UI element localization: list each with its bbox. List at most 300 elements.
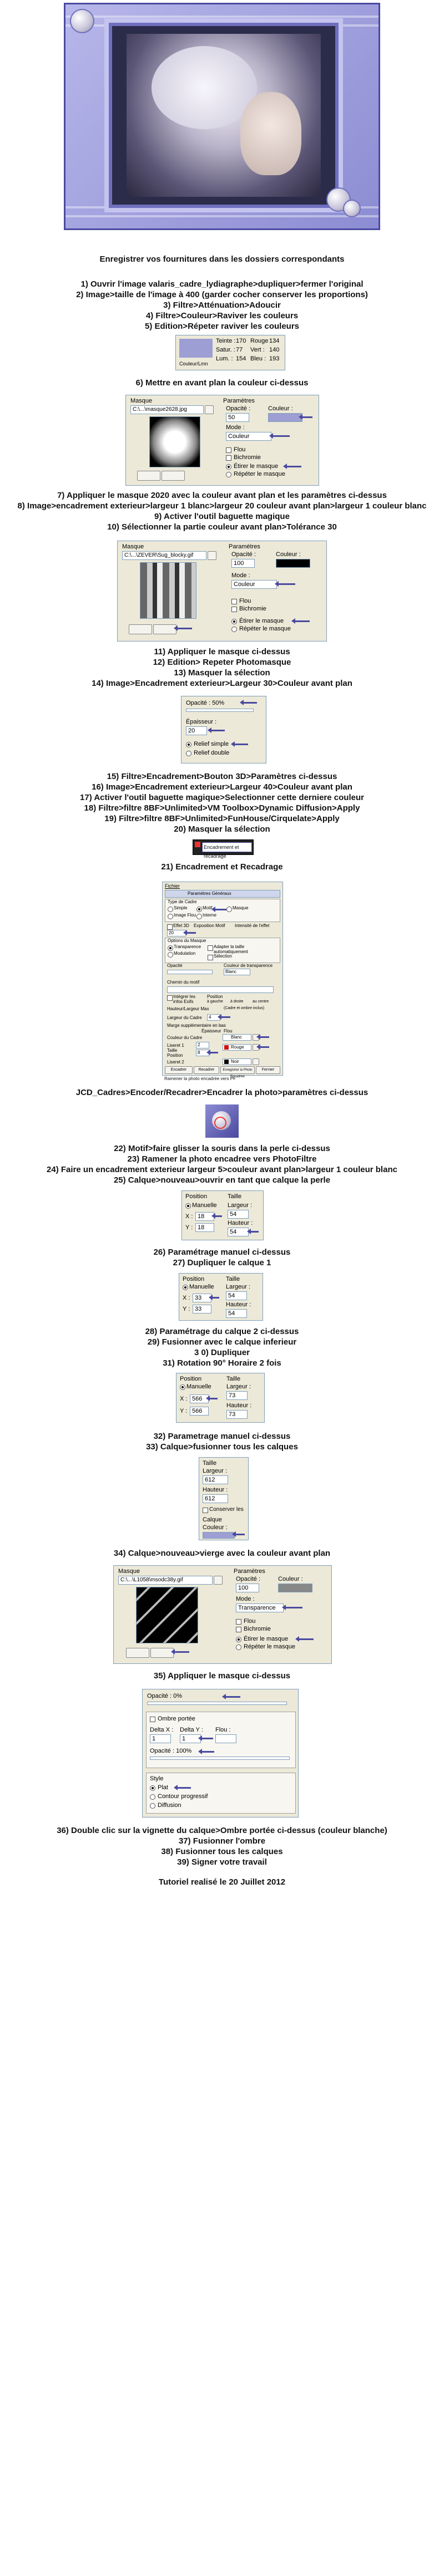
step-line: 23) Ramener la photo encadree vers PhotoFiltre bbox=[127, 1154, 317, 1164]
step-line: 31) Rotation 90° Horaire 2 fois bbox=[163, 1358, 281, 1368]
mode-select[interactable] bbox=[231, 580, 277, 589]
position-label: Position bbox=[207, 994, 223, 999]
couleur-swatch[interactable] bbox=[276, 559, 310, 568]
mask-file-field[interactable] bbox=[122, 551, 206, 560]
opacite-slider[interactable] bbox=[167, 970, 213, 974]
step-6: 6) Mettre en avant plan la couleur ci-dessus bbox=[135, 378, 309, 388]
steps-block-2 bbox=[0, 490, 444, 532]
simple-label: Simple bbox=[174, 905, 188, 910]
hauteur-input[interactable] bbox=[226, 1410, 248, 1419]
largeur-label: Largeur : bbox=[203, 1468, 228, 1474]
motif-radio[interactable] bbox=[196, 907, 202, 912]
mask-file-field[interactable] bbox=[118, 1576, 213, 1585]
largeur-value: 612 bbox=[205, 1477, 215, 1483]
adapter-checkbox[interactable] bbox=[208, 945, 213, 951]
rouge-value: 134 bbox=[269, 338, 280, 344]
hauteur-label: Hauteur : bbox=[228, 1220, 253, 1226]
recadrer-button[interactable]: Recadrer bbox=[194, 1066, 219, 1074]
position-panel-1 bbox=[181, 1190, 264, 1240]
x-label: X : bbox=[185, 1213, 193, 1220]
ombre-group bbox=[146, 1712, 296, 1768]
repeter-radio[interactable] bbox=[231, 627, 237, 632]
selection-checkbox[interactable] bbox=[208, 955, 213, 960]
y-value: 18 bbox=[198, 1224, 205, 1231]
step-line: 2) Image>taille de l'image à 400 (garder cocher conserver les proportions) bbox=[76, 290, 368, 299]
folder-icon[interactable] bbox=[208, 551, 216, 560]
bichromie-checkbox[interactable] bbox=[231, 607, 237, 612]
portrait-hair bbox=[152, 46, 257, 129]
shadow-panel bbox=[142, 1689, 299, 1818]
step-34: 34) Calque>nouveau>vierge avec la couleur avant plan bbox=[113, 1549, 331, 1558]
delta-x-label: Delta X : bbox=[150, 1727, 174, 1733]
step-line: 27) Dupliquer le calque 1 bbox=[173, 1258, 271, 1267]
arrow-icon bbox=[178, 628, 192, 629]
hauteur-input[interactable] bbox=[228, 1228, 249, 1236]
couleur-cadre-select[interactable] bbox=[223, 1034, 251, 1041]
mask-file-value: C:\...\L1058\msodc38y.gif bbox=[120, 1577, 183, 1583]
plat-radio[interactable] bbox=[150, 1785, 155, 1791]
step-line: 33) Calque>fusionner tous les calques bbox=[146, 1442, 298, 1452]
mask-preview bbox=[136, 1587, 198, 1643]
flou-input[interactable] bbox=[215, 1734, 236, 1743]
largeur-label: Largeur : bbox=[228, 1202, 253, 1209]
contour-label: Contour progressif bbox=[158, 1793, 208, 1800]
ramener-link[interactable]: Ramener la photo encadrée vers PF bbox=[164, 1076, 236, 1081]
relief-double-label: Relief double bbox=[194, 750, 230, 756]
largeur-input[interactable] bbox=[228, 1210, 249, 1219]
plat-label: Plat bbox=[158, 1784, 168, 1791]
liseret2-color-value: Noir bbox=[231, 1059, 239, 1064]
modulation-label: Modulation bbox=[174, 951, 196, 956]
step-line: 38) Fusionner tous les calques bbox=[161, 1847, 283, 1856]
mode-label: Mode : bbox=[231, 572, 250, 579]
largeur-value: 73 bbox=[229, 1392, 236, 1399]
liseret1-label: Liseret 1 bbox=[167, 1043, 184, 1048]
hauteur-label: Hauteur : bbox=[226, 1301, 251, 1308]
conserver-label: Conserver les bbox=[209, 1506, 244, 1513]
epaisseur-input[interactable] bbox=[186, 726, 207, 735]
parametres-label: Paramètres bbox=[234, 1568, 265, 1575]
etirer-label: Étirer le masque bbox=[234, 463, 279, 470]
enregistrer-button[interactable]: Enregistrer la Photo Encadrée bbox=[220, 1066, 255, 1074]
bichromie-label: Bichromie bbox=[239, 605, 266, 612]
arrow-icon bbox=[202, 1738, 213, 1739]
opacite-label: Opacité : bbox=[226, 405, 251, 412]
largeur-value: 54 bbox=[230, 1211, 237, 1218]
step-line: 9) Activer l'outil baguette magique bbox=[154, 512, 290, 521]
masque-label: Masque bbox=[118, 1568, 140, 1575]
relief-double-radio[interactable] bbox=[186, 751, 191, 756]
integrer-checkbox[interactable] bbox=[167, 995, 173, 1001]
etirer-radio[interactable] bbox=[226, 464, 231, 470]
menu-fichier[interactable]: Fichier bbox=[165, 883, 180, 889]
ombre-checkbox[interactable] bbox=[150, 1717, 155, 1722]
diffusion-radio[interactable] bbox=[150, 1803, 155, 1809]
arrow-icon bbox=[295, 620, 310, 622]
repeter-label: Répéter le masque bbox=[244, 1643, 295, 1650]
steps-block-1 bbox=[0, 279, 444, 332]
size-panel bbox=[199, 1457, 249, 1540]
effet3d-label: Effet 3D bbox=[173, 923, 189, 928]
opacite-slider[interactable] bbox=[186, 709, 254, 712]
step-line: 3) Filtre>Atténuation>Adoucir bbox=[163, 301, 281, 310]
flip-horizontal-button[interactable] bbox=[129, 624, 152, 634]
opacite-label: Opacité : 0% bbox=[147, 1693, 182, 1699]
flip-horizontal-button[interactable] bbox=[137, 471, 160, 481]
step-line: 25) Calque>nouveau>ouvrir en tant que calque la perle bbox=[113, 1175, 331, 1185]
couleur-label: Couleur : bbox=[276, 551, 301, 558]
integrer-label: Intégrer les infos Exifs bbox=[173, 994, 196, 1004]
couleur-transp-value: Blanc bbox=[225, 969, 237, 974]
diffusion-label: Diffusion bbox=[158, 1802, 181, 1809]
mask-dialog-3 bbox=[113, 1565, 332, 1664]
opacite-value: 50 bbox=[228, 414, 235, 421]
step-35: 35) Appliquer le masque ci-dessus bbox=[153, 1671, 291, 1681]
opacite-value: 100 bbox=[238, 1585, 249, 1591]
etirer-radio[interactable] bbox=[231, 619, 237, 624]
repeter-label: Répéter le masque bbox=[234, 471, 285, 477]
menu-item-encadrement[interactable]: Encadrement et recadrage bbox=[202, 842, 252, 852]
largeur-label: Largeur : bbox=[226, 1383, 251, 1390]
selection-label: Sélection bbox=[214, 954, 232, 959]
y-input[interactable] bbox=[193, 1305, 211, 1314]
flou-checkbox[interactable] bbox=[226, 447, 231, 453]
folder-icon[interactable] bbox=[214, 1576, 223, 1585]
arrow-icon bbox=[175, 1651, 189, 1653]
vert-value: 140 bbox=[269, 347, 280, 353]
color-caption: Couleur/Lmn bbox=[179, 361, 208, 366]
step-line: 12) Edition> Repeter Photomasque bbox=[153, 658, 291, 667]
portrait-frame bbox=[104, 18, 343, 212]
chemin-field[interactable] bbox=[167, 986, 274, 993]
liseret1-position-value: 8 bbox=[198, 1050, 200, 1055]
color-panel bbox=[175, 335, 285, 370]
pearl-icon bbox=[343, 200, 361, 217]
arrow-icon bbox=[187, 932, 196, 934]
step-line: 14) Image>Encadrement exterieur>Largeur 30>Couleur avant plan bbox=[92, 679, 352, 688]
arrow-icon bbox=[215, 1215, 222, 1217]
arrow-icon bbox=[260, 1046, 269, 1048]
step-line: 28) Paramétrage du calque 2 ci-dessus bbox=[145, 1327, 299, 1336]
x-label: X : bbox=[183, 1295, 190, 1301]
black-swatch bbox=[224, 1060, 229, 1064]
arrow-icon bbox=[178, 1787, 191, 1789]
manuelle-radio[interactable] bbox=[183, 1285, 188, 1290]
relief-simple-label: Relief simple bbox=[194, 741, 229, 747]
liseret1-taille-input[interactable] bbox=[196, 1042, 209, 1048]
mode-select[interactable] bbox=[236, 1603, 284, 1612]
steps-block-6 bbox=[0, 1247, 444, 1268]
cursor-circle bbox=[214, 1117, 226, 1129]
modulation-radio[interactable] bbox=[168, 952, 173, 958]
liseret2-label: Liseret 2 bbox=[167, 1060, 184, 1065]
mask-file-value: C:\...\masque2628.jpg bbox=[133, 406, 187, 413]
satur-label: Satur. : bbox=[216, 347, 235, 353]
manuelle-label: Manuelle bbox=[192, 1202, 217, 1209]
lum-label: Lum. : bbox=[216, 355, 233, 362]
etirer-label: Étirer le masque bbox=[239, 618, 284, 624]
parametres-label: Paramètres bbox=[229, 543, 260, 550]
manuelle-radio[interactable] bbox=[180, 1384, 185, 1390]
frame-dialog bbox=[162, 882, 283, 1076]
bichromie-label: Bichromie bbox=[234, 454, 261, 461]
y-label: Y : bbox=[185, 1224, 193, 1231]
delta-x-input[interactable] bbox=[150, 1734, 171, 1743]
masque-radio[interactable] bbox=[226, 907, 232, 912]
opacite-slider[interactable] bbox=[147, 1702, 287, 1705]
delta-y-value: 1 bbox=[182, 1735, 186, 1742]
conserver-checkbox[interactable] bbox=[203, 1508, 208, 1513]
position-panel-2 bbox=[179, 1273, 263, 1321]
opacite-label: Opacité : bbox=[236, 1576, 261, 1582]
opacite2-slider[interactable] bbox=[150, 1757, 290, 1760]
y-input[interactable] bbox=[190, 1407, 209, 1416]
hero-stripe bbox=[65, 16, 379, 18]
masque-label: Masque bbox=[130, 398, 153, 404]
step-line: 39) Signer votre travail bbox=[177, 1857, 267, 1867]
hauteur-input[interactable] bbox=[203, 1494, 228, 1503]
intro-text: Enregistrer vos fournitures dans les dossiers correspondants bbox=[99, 254, 345, 264]
calque-label: Calque bbox=[203, 1516, 222, 1523]
arrow-icon bbox=[260, 1036, 269, 1038]
step-line: 11) Appliquer le masque ci-dessus bbox=[154, 647, 290, 656]
style-label: Style bbox=[150, 1775, 164, 1782]
step-line: 8) Image>encadrement exterieur>largeur 1 blanc>largeur 20 couleur avant plan>largeur 1 couleur blanc bbox=[17, 501, 427, 511]
mode-value: Transparence bbox=[238, 1605, 276, 1611]
liseret1-color-select[interactable] bbox=[223, 1044, 251, 1051]
step-line: 4) Filtre>Couleur>Raviver les couleurs bbox=[145, 311, 299, 320]
couleur-cadre-label: Couleur du Cadre bbox=[167, 1035, 203, 1040]
arrow-icon bbox=[302, 416, 312, 418]
ombre-label: Ombre portée bbox=[158, 1715, 195, 1722]
step-line: 1) Ouvrir l'image valaris_cadre_lydiagraphe>dupliquer>fermer l'original bbox=[80, 279, 364, 289]
a-gauche-label: à gauche bbox=[207, 1000, 223, 1004]
largeur-cadre-label: Largeur du Cadre bbox=[167, 1015, 202, 1020]
vert-label: Vert : bbox=[250, 347, 265, 353]
step-line: 26) Paramétrage manuel ci-dessus bbox=[153, 1248, 291, 1257]
opacite-label: Opacité : bbox=[231, 551, 256, 558]
mode-label: Mode : bbox=[236, 1596, 255, 1602]
position-panel-3 bbox=[176, 1373, 265, 1423]
flip-horizontal-button[interactable] bbox=[126, 1648, 149, 1658]
chemin-label: Chemin du motif bbox=[167, 980, 200, 985]
hauteur-value: 612 bbox=[205, 1495, 215, 1502]
x-label: X : bbox=[180, 1396, 188, 1402]
flip-vertical-button[interactable] bbox=[153, 624, 176, 634]
footer-text: Tutoriel realisé le 20 Juillet 2012 bbox=[158, 1877, 286, 1887]
largeur-input[interactable] bbox=[203, 1475, 228, 1484]
taille-label: Taille bbox=[226, 1376, 241, 1382]
hauteur-value: 54 bbox=[230, 1229, 237, 1235]
arrow-icon bbox=[211, 730, 225, 731]
position-label: Position bbox=[180, 1376, 202, 1382]
position-lis-label: Position bbox=[167, 1053, 183, 1058]
steps-block-5 bbox=[0, 1143, 444, 1185]
step-line: 17) Activer l'outil baguette magique>Selectionner cette derniere couleur bbox=[80, 793, 364, 802]
step-line: 3 0) Dupliquer bbox=[194, 1348, 250, 1357]
arrow-icon bbox=[226, 1696, 240, 1698]
mask-file-field[interactable] bbox=[130, 405, 204, 414]
interne-label: Interne bbox=[203, 913, 216, 918]
steps-block-4 bbox=[0, 771, 444, 834]
x-value: 18 bbox=[198, 1213, 205, 1220]
step-line: 13) Masquer la sélection bbox=[174, 668, 270, 678]
mode-value: Couleur bbox=[234, 581, 255, 588]
exposition-label: Exposition Motif bbox=[194, 923, 225, 928]
step-line: 29) Fusionner avec le calque inferieur bbox=[147, 1337, 297, 1347]
flou-checkbox[interactable] bbox=[236, 1619, 241, 1625]
portrait-image bbox=[127, 34, 321, 197]
image-flou-radio[interactable] bbox=[168, 914, 173, 919]
repeter-radio[interactable] bbox=[226, 472, 231, 477]
arrow-icon bbox=[244, 702, 257, 704]
cadre-interne-label: (Cadre et ombre inclus) bbox=[224, 1006, 265, 1010]
y-value: 33 bbox=[195, 1306, 202, 1312]
color-swatch bbox=[179, 339, 213, 358]
options-masque-label: Options du Masque bbox=[168, 938, 206, 943]
fermer-button[interactable]: Fermer bbox=[256, 1066, 280, 1074]
au-centre-label: au centre bbox=[253, 1000, 269, 1004]
arrow-icon bbox=[273, 435, 290, 437]
arrow-icon bbox=[251, 1231, 259, 1233]
couleur-transp-label: Couleur de transparence bbox=[224, 963, 273, 968]
mode-value: Couleur bbox=[228, 433, 250, 440]
pearl-preview bbox=[205, 1104, 239, 1138]
step-line: 32) Parametrage manuel ci-dessus bbox=[153, 1432, 291, 1441]
folder-icon[interactable] bbox=[205, 405, 214, 414]
flip-vertical-button[interactable] bbox=[150, 1648, 174, 1658]
arrow-icon bbox=[210, 1052, 218, 1053]
largeur-value: 54 bbox=[228, 1292, 235, 1299]
steps-block-7 bbox=[0, 1326, 444, 1368]
x-value: 566 bbox=[192, 1396, 203, 1402]
opacite-input[interactable] bbox=[231, 559, 255, 568]
couleur-label: Couleur : bbox=[203, 1524, 228, 1531]
taille-label: Taille bbox=[167, 1048, 178, 1053]
jcd-line: JCD_Cadres>Encoder/Recadrer>Encadrer la photo>paramètres ci-dessus bbox=[75, 1088, 369, 1097]
portrait-face bbox=[240, 92, 301, 175]
couleur-cadre-value: Blanc bbox=[231, 1035, 243, 1040]
color-picker-icon[interactable] bbox=[253, 1058, 259, 1065]
tab-label: Paramètres Généraux bbox=[188, 891, 231, 896]
hero-stripe bbox=[65, 215, 379, 217]
tab-parametres[interactable] bbox=[165, 890, 280, 898]
steps-block-8 bbox=[0, 1431, 444, 1452]
transparence-radio[interactable] bbox=[168, 945, 173, 951]
teinte-label: Teinte : bbox=[216, 338, 236, 344]
rouge-label: Rouge : bbox=[250, 338, 272, 344]
mode-label: Mode : bbox=[226, 424, 245, 431]
opacite-input[interactable] bbox=[226, 413, 249, 422]
arrow-icon bbox=[287, 466, 301, 467]
opacite-input[interactable] bbox=[236, 1584, 259, 1592]
largeur-label: Largeur : bbox=[226, 1284, 251, 1290]
step-line: 5) Edition>Répeter raviver les couleurs bbox=[144, 322, 300, 331]
hauteur-value: 54 bbox=[228, 1310, 235, 1317]
bichromie-checkbox[interactable] bbox=[236, 1627, 241, 1632]
relief-simple-radio[interactable] bbox=[186, 742, 191, 747]
epaisseur-label: Épaisseur bbox=[201, 1029, 221, 1034]
flip-vertical-button[interactable] bbox=[162, 471, 185, 481]
mask-preview bbox=[140, 562, 196, 619]
type-cadre-group bbox=[165, 899, 280, 922]
liseret2-color-select[interactable] bbox=[223, 1058, 251, 1065]
couleur-swatch[interactable] bbox=[203, 1532, 235, 1539]
bichromie-checkbox[interactable] bbox=[226, 455, 231, 461]
marge-label: Marge supplémentaire en bas bbox=[167, 1023, 226, 1028]
menu-popup bbox=[193, 839, 254, 859]
largeur-cadre-value: 4 bbox=[209, 1015, 211, 1020]
couleur-swatch[interactable] bbox=[278, 1584, 312, 1592]
repeter-label: Répéter le masque bbox=[239, 625, 291, 632]
hauteur-input[interactable] bbox=[226, 1309, 247, 1318]
arrow-icon bbox=[235, 744, 248, 745]
opacite-label: Opacité bbox=[167, 963, 183, 968]
delta-y-label: Delta Y : bbox=[180, 1727, 203, 1733]
flou-label: Flou : bbox=[215, 1727, 231, 1733]
arrow-icon bbox=[236, 1534, 245, 1535]
etirer-radio[interactable] bbox=[236, 1637, 241, 1642]
encadrer-button[interactable]: Encadrer bbox=[165, 1066, 193, 1074]
steps-block-9 bbox=[0, 1825, 444, 1867]
parametres-label: Paramètres bbox=[223, 398, 255, 404]
contour-radio[interactable] bbox=[150, 1794, 155, 1800]
repeter-radio[interactable] bbox=[236, 1645, 241, 1650]
hauteur-label: Hauteur : bbox=[203, 1486, 228, 1493]
couleur-swatch[interactable] bbox=[268, 413, 302, 422]
taille-label: Taille bbox=[228, 1193, 242, 1200]
bevel-panel bbox=[181, 696, 266, 763]
red-swatch bbox=[224, 1045, 229, 1050]
couleur-transp-select[interactable] bbox=[224, 969, 250, 975]
taille-label: Taille bbox=[226, 1276, 240, 1282]
epaisseur-label: Épaisseur : bbox=[186, 719, 217, 725]
manuelle-radio[interactable] bbox=[185, 1203, 191, 1209]
arrow-icon bbox=[299, 1638, 314, 1640]
bichromie-label: Bichromie bbox=[244, 1626, 271, 1632]
y-label: Y : bbox=[183, 1306, 190, 1312]
hauteur-value: 73 bbox=[229, 1411, 236, 1418]
mode-select[interactable] bbox=[226, 432, 271, 441]
effet3d-value: 20 bbox=[169, 930, 174, 935]
hauteur-largeur-label: Hauteur/Largeur Max bbox=[167, 1006, 209, 1011]
flou-label: Flou bbox=[234, 446, 246, 453]
opacite-label: Opacité : 50% bbox=[186, 700, 225, 706]
couleur-label: Couleur : bbox=[268, 405, 293, 412]
intensite-label: Intensité de l'effet bbox=[235, 923, 270, 928]
etirer-label: Étirer le masque bbox=[244, 1636, 289, 1642]
step-line: 24) Faire un encadrement exterieur largeur 5>couleur avant plan>largeur 1 couleur blanc bbox=[47, 1165, 397, 1174]
arrow-icon bbox=[202, 1751, 214, 1753]
effet3d-checkbox[interactable] bbox=[167, 924, 173, 930]
interne-radio[interactable] bbox=[196, 914, 202, 919]
simple-radio[interactable] bbox=[168, 907, 173, 912]
y-label: Y : bbox=[180, 1408, 188, 1414]
largeur-input[interactable] bbox=[226, 1291, 247, 1300]
y-input[interactable] bbox=[195, 1223, 214, 1232]
hauteur-label: Hauteur : bbox=[226, 1402, 252, 1409]
largeur-input[interactable] bbox=[226, 1391, 248, 1400]
teinte-value: 170 bbox=[236, 338, 246, 344]
type-cadre-label: Type de Cadre bbox=[168, 899, 197, 904]
x-value: 33 bbox=[195, 1295, 202, 1301]
liseret1-color-value: Rouge bbox=[231, 1045, 244, 1050]
flou-checkbox[interactable] bbox=[231, 599, 237, 604]
step-line: 22) Motif>faire glisser la souris dans la perle ci-dessus bbox=[114, 1144, 330, 1153]
step-line: 7) Appliquer le masque 2020 avec la couleur avant plan et les paramètres ci-dessus bbox=[57, 491, 387, 500]
header-image bbox=[64, 3, 380, 230]
transparence-label: Transparence bbox=[174, 944, 201, 949]
